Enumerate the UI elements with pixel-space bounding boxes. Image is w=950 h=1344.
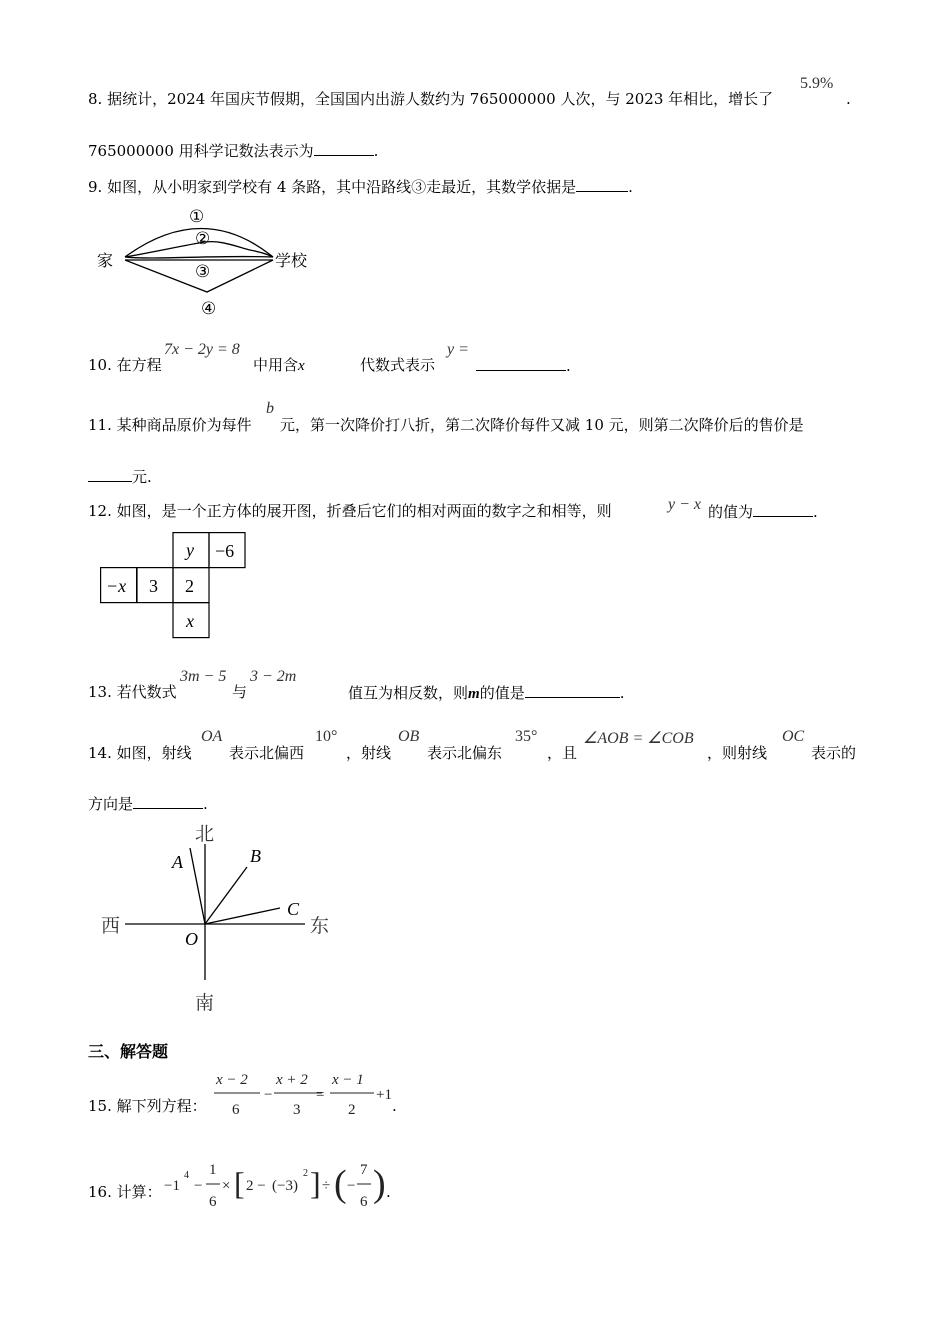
q10-mid-text: 中用含 bbox=[253, 356, 299, 374]
q16-prefix: 16. 计算： bbox=[88, 1183, 162, 1201]
q14-t4: ，且 bbox=[547, 744, 578, 762]
route-2-label: ② bbox=[195, 229, 211, 248]
q10-var-x: x bbox=[298, 358, 305, 374]
q14-ob: OB bbox=[398, 728, 420, 745]
point-A-label: A bbox=[172, 852, 183, 872]
q14-condition: ∠AOB = ∠COB bbox=[583, 730, 694, 747]
q12-end: . bbox=[813, 503, 818, 521]
q11-answer-blank[interactable] bbox=[88, 467, 132, 482]
q13-expr1: 3m − 5 bbox=[180, 668, 227, 685]
q16-frac-num1: 1 bbox=[209, 1162, 217, 1178]
q16-frac-den2: 6 bbox=[360, 1194, 368, 1210]
q15-equation bbox=[210, 1066, 405, 1122]
q10-mid bbox=[253, 356, 305, 375]
q14-t5: ，则射线 bbox=[707, 744, 768, 762]
q10-equation: 7x − 2y = 8 bbox=[164, 341, 240, 358]
q11-prefix: 11. 某种商品原价为每件 bbox=[88, 416, 252, 434]
q16-frac-den1: 6 bbox=[209, 1194, 217, 1210]
q13-var-m: m bbox=[468, 686, 480, 702]
q13-prefix: 13. 若代数式 bbox=[88, 683, 177, 701]
q12-mid-text: 的值为 bbox=[708, 503, 754, 521]
q14-oc: OC bbox=[782, 728, 805, 745]
q8-line2-text: 765000000 用科学记数法表示为 bbox=[88, 142, 314, 160]
point-B-label: B bbox=[250, 846, 261, 866]
q16-expression bbox=[160, 1150, 400, 1214]
q9-route-figure bbox=[95, 200, 325, 325]
q9-end: . bbox=[628, 178, 633, 196]
q16-exp2: 2 bbox=[303, 1168, 308, 1179]
q15-num3: x − 1 bbox=[332, 1072, 364, 1088]
net-label-y: y bbox=[186, 540, 194, 560]
q15-minus: − bbox=[264, 1087, 273, 1103]
q8-line2-end: . bbox=[373, 142, 379, 160]
ray-OA bbox=[190, 848, 205, 924]
q14-angle1: 10° bbox=[315, 728, 338, 745]
q9-line bbox=[88, 177, 633, 196]
route-2-lower-curve bbox=[125, 257, 273, 258]
home-label: 家 bbox=[97, 251, 114, 270]
q14-t6: 表示的 bbox=[811, 744, 857, 762]
net-label-neg6: −6 bbox=[215, 541, 235, 561]
q14-t1: 表示北偏西 bbox=[229, 744, 305, 762]
q14-line2-text: 方向是 bbox=[88, 795, 134, 813]
q15-equals: = bbox=[316, 1087, 325, 1103]
route-1-label: ① bbox=[189, 207, 205, 226]
q11-line2 bbox=[88, 467, 152, 486]
ray-OC bbox=[205, 908, 280, 924]
q9-answer-blank[interactable] bbox=[576, 177, 628, 192]
q14-oa: OA bbox=[201, 728, 223, 745]
west-label: 西 bbox=[101, 915, 121, 937]
q16-divide: ÷ bbox=[322, 1178, 331, 1194]
q14-t2: ，射线 bbox=[346, 744, 392, 762]
q13-with: 与 bbox=[232, 683, 248, 701]
q8-end: . bbox=[846, 90, 851, 108]
q10-answer bbox=[476, 356, 571, 375]
q13-answer-blank[interactable] bbox=[525, 683, 620, 698]
q14-line2 bbox=[88, 794, 208, 813]
q9-text: 9. 如图，从小明家到学校有 4 条路，其中沿路线③走最近，其数学依据是 bbox=[88, 178, 577, 196]
q16-two-minus: 2 − bbox=[246, 1178, 266, 1194]
q14-prefix: 14. 如图，射线 bbox=[88, 744, 192, 762]
q10-answer-blank[interactable] bbox=[476, 356, 566, 371]
q14-angle2: 35° bbox=[515, 728, 538, 745]
q8-line2 bbox=[88, 141, 378, 160]
route-4-label: ④ bbox=[201, 299, 217, 318]
q16-left-bracket: [ bbox=[234, 1165, 245, 1201]
q16-frac-num2: 7 bbox=[360, 1162, 368, 1178]
q10-prefix: 10. 在方程 bbox=[88, 356, 162, 374]
school-label: 学校 bbox=[275, 251, 308, 270]
q16-times: × bbox=[222, 1178, 231, 1194]
q13-mid-text: 值互为相反数，则 bbox=[348, 684, 469, 702]
q14-line2-end: . bbox=[203, 795, 208, 813]
q16-minus: − bbox=[194, 1178, 203, 1194]
q15-den2: 3 bbox=[293, 1102, 301, 1118]
net-label-x: x bbox=[186, 611, 194, 631]
net-label-3: 3 bbox=[149, 576, 158, 596]
q12-expr: y − x bbox=[668, 496, 701, 513]
q16-neg1: −1 bbox=[164, 1178, 180, 1194]
q15-num1: x − 2 bbox=[216, 1072, 248, 1088]
q16-right-paren: ) bbox=[373, 1163, 386, 1205]
q13-end: . bbox=[619, 684, 625, 702]
q12-prefix: 12. 如图，是一个正方体的展开图，折叠后它们的相对两面的数字之和相等，则 bbox=[88, 502, 612, 520]
q16-neg-sign: − bbox=[347, 1178, 356, 1194]
q11-line2-end: 元. bbox=[132, 468, 152, 486]
q15-den3: 2 bbox=[348, 1102, 356, 1118]
q8-line1 bbox=[88, 90, 773, 108]
section-3-heading: 三、解答题 bbox=[88, 1042, 169, 1061]
q15-num2: x + 2 bbox=[276, 1072, 308, 1088]
q8-percent: 5.9% bbox=[800, 75, 834, 92]
q16-neg3: (−3) bbox=[272, 1178, 298, 1194]
route-3-label: ③ bbox=[195, 262, 211, 281]
q16-right-bracket: ] bbox=[310, 1165, 321, 1201]
point-O-label: O bbox=[185, 929, 198, 949]
q13-rest: 的值是 bbox=[479, 684, 525, 702]
point-C-label: C bbox=[287, 899, 300, 919]
net-label-2: 2 bbox=[185, 576, 194, 596]
q16-exp4: 4 bbox=[184, 1170, 189, 1181]
q15-end: . bbox=[392, 1097, 397, 1115]
q15-prefix: 15. 解下列方程： bbox=[88, 1097, 207, 1115]
q16-end: . bbox=[386, 1183, 391, 1201]
north-label: 北 bbox=[195, 823, 215, 845]
q12-answer-blank[interactable] bbox=[753, 502, 813, 517]
cube-net-figure bbox=[100, 532, 250, 640]
q14-t3: 表示北偏东 bbox=[427, 744, 503, 762]
south-label: 南 bbox=[195, 992, 215, 1014]
net-label-negx: −x bbox=[106, 576, 127, 596]
q16-left-paren: ( bbox=[334, 1163, 347, 1205]
q15-plus-one: +1 bbox=[376, 1087, 392, 1103]
q13-expr2: 3 − 2m bbox=[250, 668, 297, 685]
q14-direction-figure bbox=[95, 820, 340, 1015]
ray-OB bbox=[205, 867, 247, 924]
q8-text: 8. 据统计，2024 年国庆节假期，全国国内出游人数约为 765000000 人次，与 2023 年相比，增长了 bbox=[88, 90, 774, 108]
q11-rest: 元，第一次降价打八折，第二次降价每件又减 10 元，则第二次降价后的售价是 bbox=[280, 416, 804, 434]
q15-den1: 6 bbox=[232, 1102, 240, 1118]
q11-var-b: b bbox=[266, 400, 274, 417]
q10-end: . bbox=[566, 357, 571, 375]
q10-y-equals: y = bbox=[447, 341, 469, 358]
q14-answer-blank[interactable] bbox=[133, 794, 203, 809]
east-label: 东 bbox=[310, 915, 330, 937]
q13-mid bbox=[348, 683, 624, 703]
q12-mid bbox=[708, 502, 818, 521]
q10-mid2: 代数式表示 bbox=[360, 356, 436, 374]
q8-answer-blank[interactable] bbox=[314, 141, 374, 156]
